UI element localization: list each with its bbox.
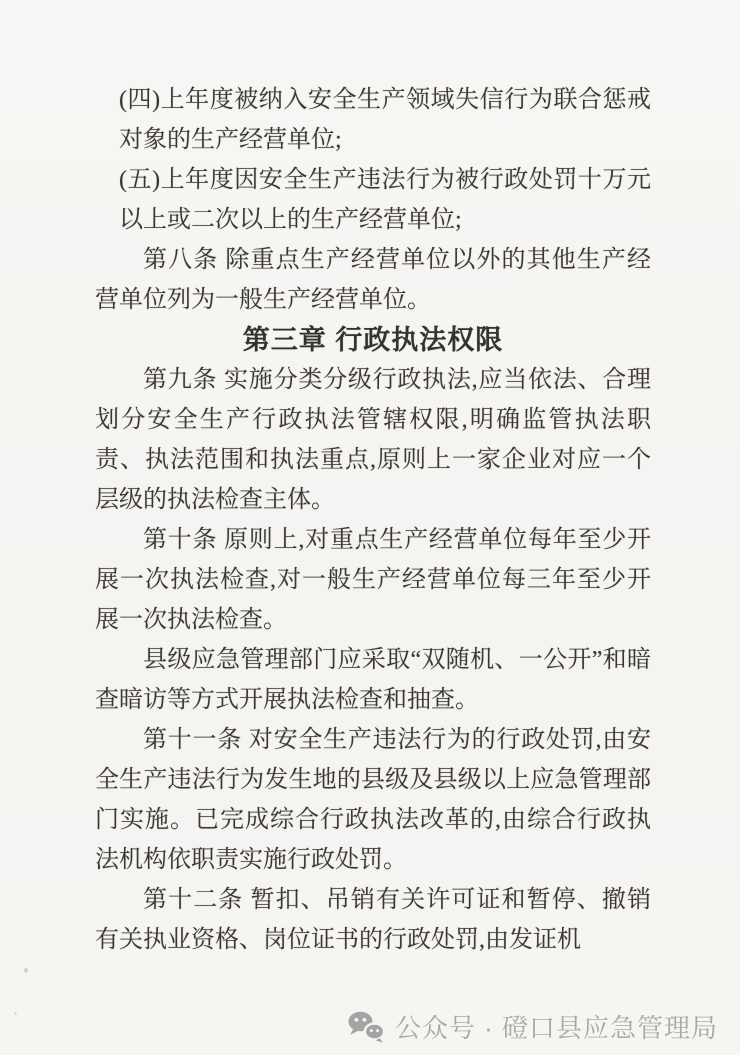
wechat-watermark-label: 公众号 · 磴口县应急管理局 xyxy=(394,1013,718,1043)
list-item-5: (五)上年度因安全生产违法行为被行政处罚十万元以上或二次以上的生产经营单位; xyxy=(119,167,651,233)
article-8-paragraph: 第八条 除重点生产经营单位以外的其他生产经营单位列为一般生产经营单位。 xyxy=(95,247,651,313)
wechat-icon xyxy=(347,1010,385,1044)
wechat-watermark xyxy=(347,1008,718,1045)
document-body xyxy=(95,80,651,960)
chapter-3-heading: 第三章 行政执法权限 xyxy=(242,325,504,355)
article-11-paragraph: 第十一条 对安全生产违法行为的行政处罚,由安全生产违法行为发生地的县级及县级以上应急管理部门实施。已完成综合行政执法改革的,由综合行政执法机构依职责实施行政处罚。 xyxy=(95,727,651,873)
list-item-4: (四)上年度被纳入安全生产领域失信行为联合惩戒对象的生产经营单位; xyxy=(119,87,651,153)
article-12-paragraph: 第十二条 暂扣、吊销有关许可证和暂停、撤销有关执业资格、岗位证书的行政处罚,由发证机 xyxy=(95,887,651,953)
scan-speck xyxy=(14,1012,17,1015)
scan-speck xyxy=(24,968,28,973)
article-10-sub-paragraph: 县级应急管理部门应采取“双随机、一公开”和暗查暗访等方式开展执法检查和抽查。 xyxy=(95,647,651,713)
article-10-paragraph: 第十条 原则上,对重点生产经营单位每年至少开展一次执法检查,对一般生产经营单位每三年至少开展一次执法检查。 xyxy=(95,527,651,633)
article-9-paragraph: 第九条 实施分类分级行政执法,应当依法、合理划分安全生产行政执法管辖权限,明确监管执法职责、执法范围和执法重点,原则上一家企业对应一个层级的执法检查主体。 xyxy=(95,367,651,513)
